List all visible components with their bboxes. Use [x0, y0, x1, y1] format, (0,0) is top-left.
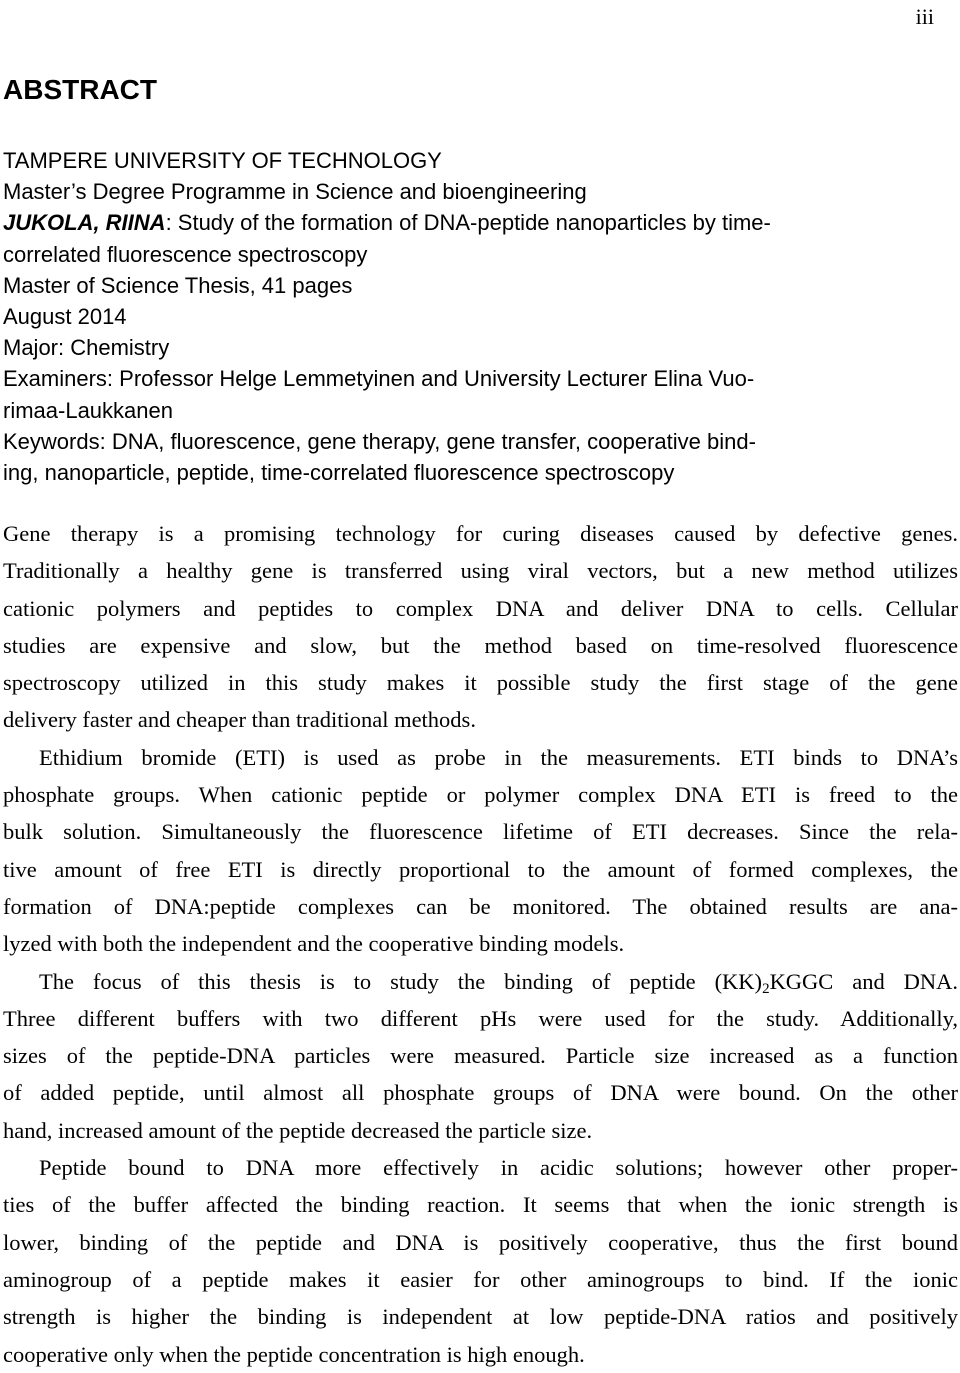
paragraph-4 [3, 1149, 958, 1373]
text-line: Ethidium bromide (ETI) is used as probe in the measurements. ETI binds to DNA’s [39, 744, 958, 770]
page-title: ABSTRACT [3, 74, 157, 105]
text-line: Traditionally a healthy gene is transferred using viral vectors, but a new method utilizes [3, 558, 958, 584]
thesis-metadata [3, 145, 958, 488]
page-number: iii [915, 4, 934, 29]
thesis-title-line-1: : Study of the formation of DNA-peptide nanoparticles by time- [165, 210, 771, 236]
text-line: spectroscopy utilized in this study makes it possible study the first stage of the gene [3, 670, 958, 696]
text-line: lower, binding of the peptide and DNA is positively cooperative, thus the first bound [3, 1229, 958, 1255]
university-name: TAMPERE UNIVERSITY OF TECHNOLOGY [3, 148, 442, 173]
text-fragment: The focus of this thesis is to study the binding of peptide (KK) [39, 968, 763, 994]
degree-programme: Master’s Degree Programme in Science and bioengineering [3, 179, 587, 205]
thesis-date: August 2014 [3, 304, 127, 330]
subscript: 2 [762, 980, 770, 997]
examiners-line-2: rimaa-Laukkanen [3, 397, 173, 423]
thesis-title-line-2: correlated fluorescence spectroscopy [3, 241, 368, 267]
text-line: phosphate groups. When cationic peptide or polymer complex DNA ETI is freed to the [3, 782, 958, 808]
text-line: studies are expensive and slow, but the method based on time-resolved fluorescence [3, 632, 958, 658]
text-line: bulk solution. Simultaneously the fluorescence lifetime of ETI decreases. Since the rela- [3, 819, 958, 845]
text-line: aminogroup of a peptide makes it easier for other aminogroups to bind. If the ionic [3, 1266, 958, 1292]
examiners-line-1: Examiners: Professor Helge Lemmetyinen and University Lecturer Elina Vuo- [3, 366, 755, 392]
major: Major: Chemistry [3, 335, 170, 361]
abstract-body [3, 515, 958, 1373]
text-line: Peptide bound to DNA more effectively in acidic solutions; however other proper- [39, 1155, 958, 1181]
thesis-type: Master of Science Thesis, 41 pages [3, 272, 353, 298]
paragraph-2 [3, 739, 958, 963]
text-line: sizes of the peptide-DNA particles were measured. Particle size increased as a function [3, 1043, 958, 1069]
text-line-with-formula [3, 963, 958, 1000]
author-name: JUKOLA, RIINA [3, 210, 166, 236]
text-line: strength is higher the binding is independent at low peptide-DNA ratios and positively [3, 1304, 958, 1330]
text-line: formation of DNA:peptide complexes can be monitored. The obtained results are ana- [3, 893, 958, 919]
keywords-line-2: ing, nanoparticle, peptide, time-correlated fluorescence spectroscopy [3, 460, 675, 486]
keywords-line-1: Keywords: DNA, fluorescence, gene therapy, gene transfer, cooperative bind- [3, 428, 756, 454]
paragraph-3 [3, 963, 958, 1149]
text-line: tive amount of free ETI is directly proportional to the amount of formed complexes, the [3, 856, 958, 882]
text-line: Gene therapy is a promising technology for curing diseases caused by defective genes. [3, 521, 958, 546]
text-line: Three different buffers with two different pHs were used for the study. Additionally, [3, 1005, 958, 1031]
text-line: lyzed with both the independent and the cooperative binding models. [3, 931, 625, 957]
paragraph-1 [3, 515, 958, 739]
text-fragment: KGGC and DNA. [769, 968, 958, 994]
text-line: cooperative only when the peptide concentration is high enough. [3, 1341, 585, 1367]
text-line: of added peptide, until almost all phosphate groups of DNA were bound. On the other [3, 1080, 958, 1106]
text-line: hand, increased amount of the peptide decreased the particle size. [3, 1117, 593, 1143]
text-line: cationic polymers and peptides to complex DNA and deliver DNA to cells. Cellular [3, 595, 958, 621]
text-line: delivery faster and cheaper than traditional methods. [3, 707, 476, 733]
text-line: ties of the buffer affected the binding reaction. It seems that when the ionic strength is [3, 1192, 958, 1218]
thesis-title [3, 207, 958, 238]
